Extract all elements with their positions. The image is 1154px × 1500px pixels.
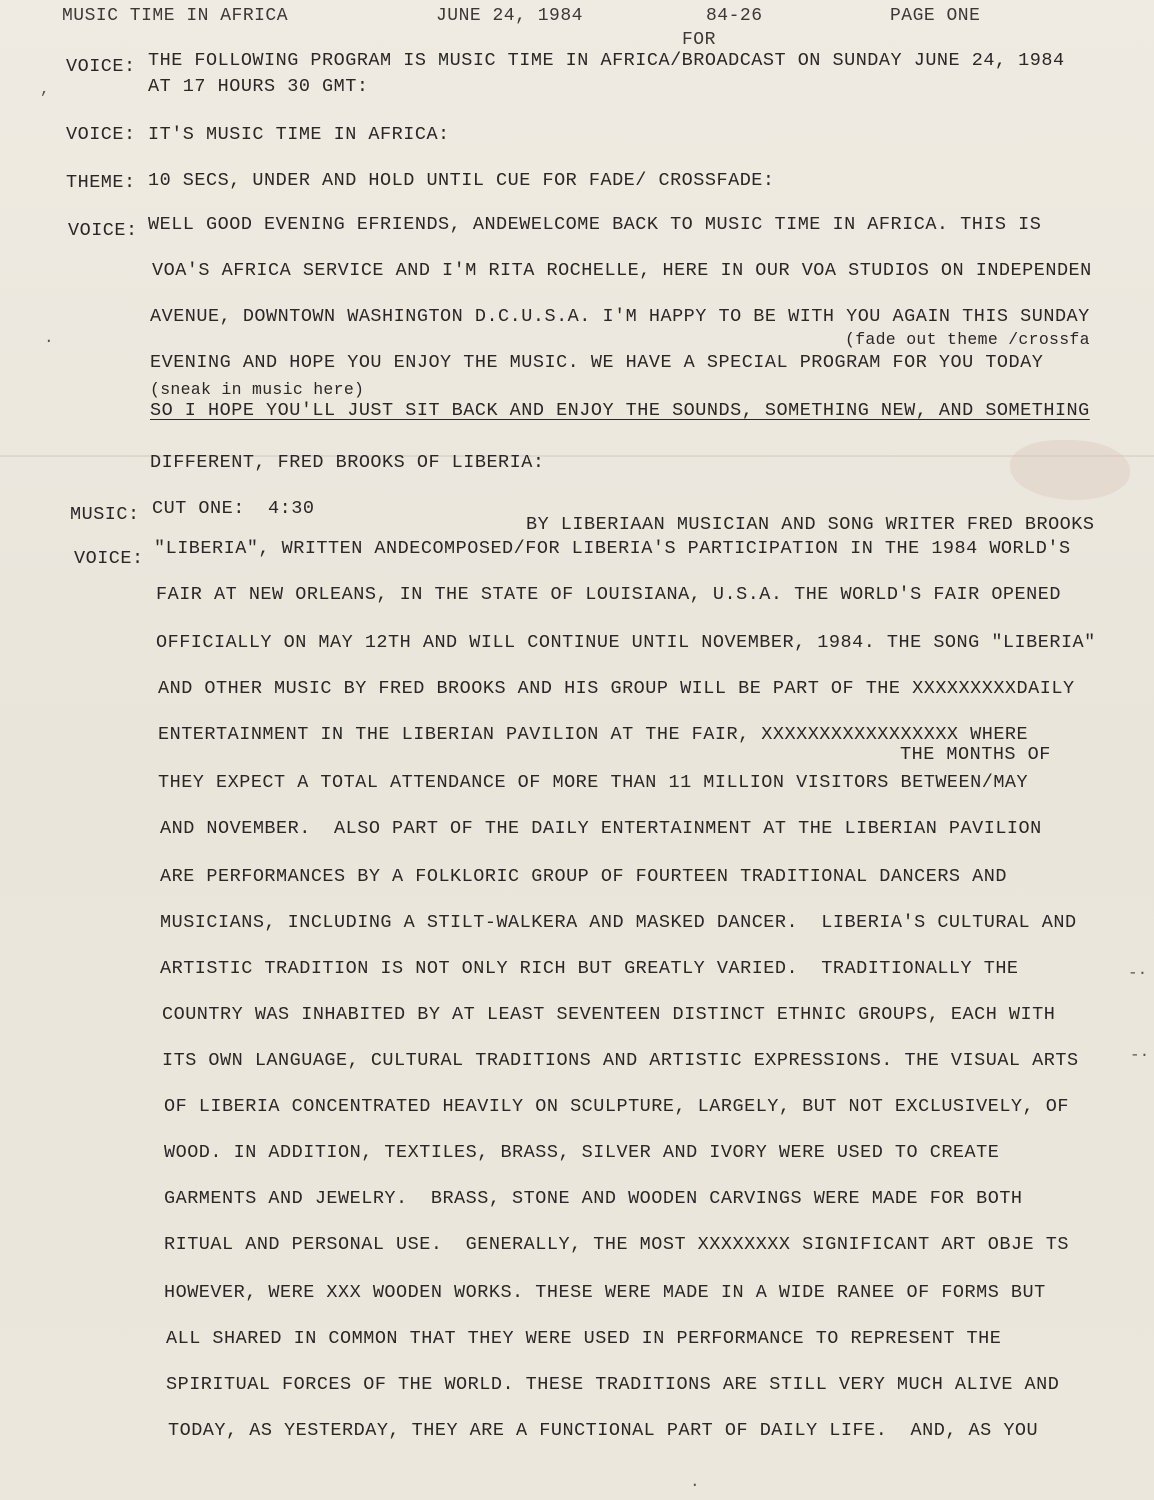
- script-line: AVENUE, DOWNTOWN WASHINGTON D.C.U.S.A. I'M HAPPY TO BE WITH YOU AGAIN THIS SUNDAY: [150, 306, 1090, 327]
- script-line: CUT ONE: 4:30: [152, 498, 315, 519]
- header-insert-for: FOR: [682, 30, 716, 50]
- script-line: ITS OWN LANGUAGE, CULTURAL TRADITIONS AND ARTISTIC EXPRESSIONS. THE VISUAL ARTS: [162, 1050, 1079, 1071]
- handwritten-cue: (sneak in music here): [150, 380, 365, 399]
- header-program: MUSIC TIME IN AFRICA: [62, 6, 289, 26]
- margin-mark: ·: [44, 332, 54, 350]
- header-code: 84-26: [706, 6, 763, 26]
- header-date: JUNE 24, 1984: [436, 6, 583, 26]
- script-line: "LIBERIA", WRITTEN ANDECOMPOSED/FOR LIBERIA'S PARTICIPATION IN THE 1984 WORLD'S: [154, 538, 1071, 559]
- script-line: OFFICIALLY ON MAY 12TH AND WILL CONTINUE UNTIL NOVEMBER, 1984. THE SONG "LIBERIA": [156, 632, 1096, 653]
- script-line: OF LIBERIA CONCENTRATED HEAVILY ON SCULPTURE, LARGELY, BUT NOT EXCLUSIVELY, OF: [164, 1096, 1069, 1117]
- script-line: RITUAL AND PERSONAL USE. GENERALLY, THE MOST XXXXXXXX SIGNIFICANT ART OBJE TS: [164, 1234, 1069, 1255]
- script-line: THEY EXPECT A TOTAL ATTENDANCE OF MORE THAN 11 MILLION VISITORS BETWEEN/MAY: [158, 772, 1029, 793]
- script-line: AND NOVEMBER. ALSO PART OF THE DAILY ENTERTAINMENT AT THE LIBERIAN PAVILION: [160, 818, 1042, 839]
- script-line: 10 SECS, UNDER AND HOLD UNTIL CUE FOR FADE/ CROSSFADE:: [148, 170, 775, 191]
- margin-mark: -·: [1130, 1046, 1150, 1064]
- script-line: AT 17 HOURS 30 GMT:: [148, 76, 369, 97]
- script-line: THE MONTHS OF: [900, 744, 1051, 765]
- script-line: ENTERTAINMENT IN THE LIBERIAN PAVILION AT THE FAIR, XXXXXXXXXXXXXXXXX WHERE: [158, 724, 1029, 745]
- script-line: EVENING AND HOPE YOU ENJOY THE MUSIC. WE HAVE A SPECIAL PROGRAM FOR YOU TODAY: [150, 352, 1044, 373]
- line-label: VOICE:: [68, 220, 138, 241]
- script-line: ARTISTIC TRADITION IS NOT ONLY RICH BUT GREATLY VARIED. TRADITIONALLY THE: [160, 958, 1019, 979]
- script-line: TODAY, AS YESTERDAY, THEY ARE A FUNCTIONAL PART OF DAILY LIFE. AND, AS YOU: [168, 1420, 1039, 1441]
- margin-mark: ,: [40, 80, 50, 98]
- script-line: THE FOLLOWING PROGRAM IS MUSIC TIME IN AFRICA/BROADCAST ON SUNDAY JUNE 24, 1984: [148, 50, 1065, 71]
- handwritten-cue: (fade out theme /crossfa: [845, 330, 1090, 349]
- script-line: WOOD. IN ADDITION, TEXTILES, BRASS, SILVER AND IVORY WERE USED TO CREATE: [164, 1142, 1000, 1163]
- margin-mark: -·: [1128, 964, 1148, 982]
- script-line: COUNTRY WAS INHABITED BY AT LEAST SEVENTEEN DISTINCT ETHNIC GROUPS, EACH WITH: [162, 1004, 1056, 1025]
- script-line: WELL GOOD EVENING EFRIENDS, ANDEWELCOME BACK TO MUSIC TIME IN AFRICA. THIS IS: [148, 214, 1042, 235]
- script-line: DIFFERENT, FRED BROOKS OF LIBERIA:: [150, 452, 545, 473]
- script-line: SPIRITUAL FORCES OF THE WORLD. THESE TRADITIONS ARE STILL VERY MUCH ALIVE AND: [166, 1374, 1060, 1395]
- script-line: FAIR AT NEW ORLEANS, IN THE STATE OF LOUISIANA, U.S.A. THE WORLD'S FAIR OPENED: [156, 584, 1061, 605]
- header-page: PAGE ONE: [890, 6, 981, 26]
- script-line: HOWEVER, WERE XXX WOODEN WORKS. THESE WERE MADE IN A WIDE RANEE OF FORMS BUT: [164, 1282, 1046, 1303]
- script-line: BY LIBERIAAN MUSICIAN AND SONG WRITER FRED BROOKS: [526, 514, 1095, 535]
- script-line: ARE PERFORMANCES BY A FOLKLORIC GROUP OF FOURTEEN TRADITIONAL DANCERS AND: [160, 866, 1007, 887]
- line-label: THEME:: [66, 172, 136, 193]
- line-label: MUSIC:: [70, 504, 140, 525]
- paper-stain: [1010, 440, 1130, 500]
- line-label: VOICE:: [74, 548, 144, 569]
- script-line: IT'S MUSIC TIME IN AFRICA:: [148, 124, 450, 145]
- line-label: VOICE:: [66, 56, 136, 77]
- line-label: VOICE:: [66, 124, 136, 145]
- margin-mark: ·: [690, 1476, 700, 1494]
- script-line: MUSICIANS, INCLUDING A STILT-WALKERA AND MASKED DANCER. LIBERIA'S CULTURAL AND: [160, 912, 1077, 933]
- script-line: VOA'S AFRICA SERVICE AND I'M RITA ROCHELLE, HERE IN OUR VOA STUDIOS ON INDEPENDEN: [152, 260, 1092, 281]
- script-line: ALL SHARED IN COMMON THAT THEY WERE USED IN PERFORMANCE TO REPRESENT THE: [166, 1328, 1002, 1349]
- script-line: AND OTHER MUSIC BY FRED BROOKS AND HIS GROUP WILL BE PART OF THE XXXXXXXXXDAILY: [158, 678, 1075, 699]
- script-line: GARMENTS AND JEWELRY. BRASS, STONE AND WOODEN CARVINGS WERE MADE FOR BOTH: [164, 1188, 1023, 1209]
- script-line: SO I HOPE YOU'LL JUST SIT BACK AND ENJOY THE SOUNDS, SOMETHING NEW, AND SOMETHING: [150, 400, 1090, 421]
